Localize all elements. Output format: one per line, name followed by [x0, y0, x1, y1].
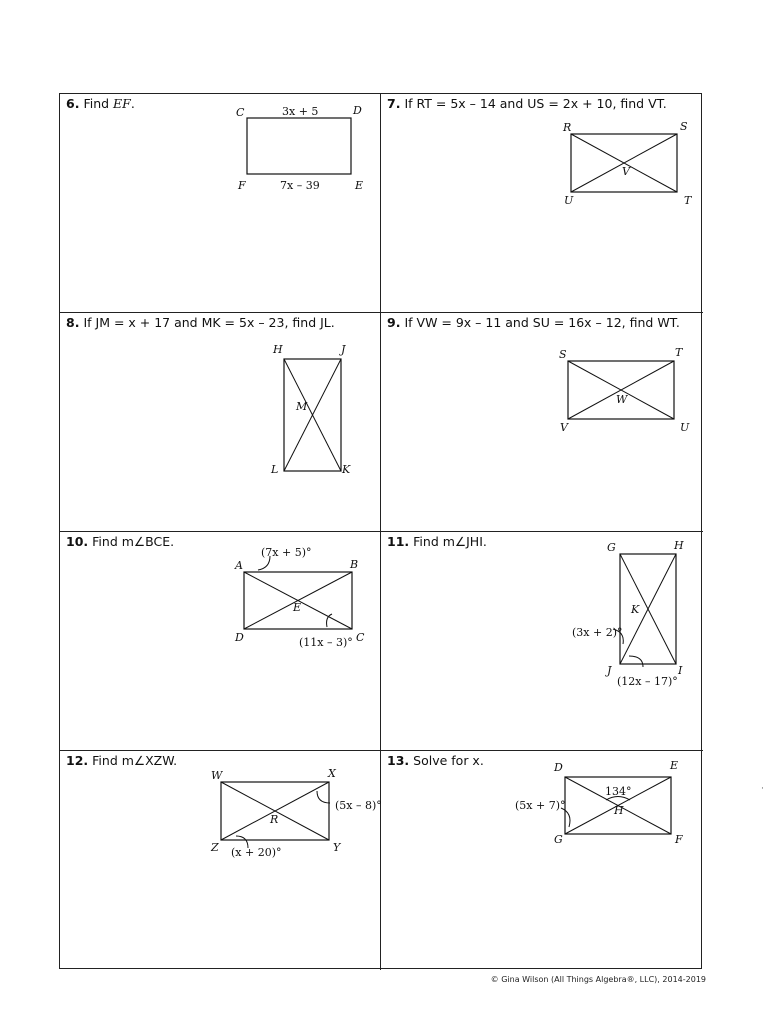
vertex-t-label: T	[684, 194, 692, 207]
center-e-label: E	[293, 601, 302, 614]
vertex-u-label: U	[680, 421, 690, 434]
problem-13-cell	[381, 751, 703, 970]
problem-6-prompt: 6. Find EF.	[66, 96, 135, 111]
problem-6-figure	[60, 94, 381, 313]
angle-z-expression: (x + 20)°	[231, 846, 282, 859]
vertex-j-label: J	[607, 664, 612, 677]
vertex-y-label: Y	[333, 841, 341, 854]
vertex-a-label: A	[235, 559, 243, 572]
vertex-i-label: I	[678, 664, 683, 677]
vertex-s-label: S	[559, 348, 567, 361]
center-w-label: W	[616, 393, 628, 406]
problem-11-prompt: 11. Find m∠JHI.	[387, 534, 487, 549]
problem-12-cell	[60, 751, 381, 970]
vertex-f-label: F	[238, 179, 246, 192]
center-h-label: H	[614, 804, 624, 817]
angle-left-expression: (5x + 7)°	[515, 799, 566, 812]
problem-12-prompt: 12. Find m∠XZW.	[66, 753, 178, 768]
vertex-h-label: H	[273, 343, 283, 356]
problem-9-prompt: 9. If VW = 9x – 11 and SU = 16x – 12, find WT.	[387, 315, 680, 330]
problem-10-figure	[60, 532, 381, 751]
angle-left-expression: (3x + 2)°	[572, 626, 623, 639]
problem-7-prompt: 7. If RT = 5x – 14 and US = 2x + 10, find VT.	[387, 96, 667, 111]
vertex-b-label: B	[350, 558, 359, 571]
vertex-e-label: E	[670, 759, 679, 772]
center-r-label: R	[270, 813, 279, 826]
vertex-x-label: X	[328, 767, 336, 780]
vertex-g-label: G	[607, 541, 616, 554]
vertex-r-label: R	[563, 121, 572, 134]
vertex-z-label: Z	[211, 841, 219, 854]
vertex-d-label: D	[554, 761, 563, 774]
vertex-j-label: J	[341, 343, 346, 356]
problem-6-cell	[60, 94, 381, 313]
vertex-h-label: H	[674, 539, 684, 552]
vertex-w-label: W	[211, 769, 223, 782]
vertex-u-label: U	[564, 194, 574, 207]
vertex-g-label: G	[554, 833, 563, 846]
problem-10-cell	[60, 532, 381, 751]
copyright-footer: © Gina Wilson (All Things Algebra®, LLC), 2014-2019	[490, 975, 706, 984]
vertex-f-label: F	[675, 833, 683, 846]
angle-bottom-expression: (12x – 17)°	[617, 675, 678, 688]
vertex-e-label: E	[355, 179, 364, 192]
vertex-l-label: L	[271, 463, 279, 476]
angle-center-expression: 134°	[605, 785, 632, 798]
vertex-c-label: C	[356, 631, 365, 644]
vertex-d-label: D	[235, 631, 244, 644]
problem-8-prompt: 8. If JM = x + 17 and MK = 5x – 23, find JL.	[66, 315, 335, 330]
problem-11-cell	[381, 532, 703, 751]
problem-8-figure	[60, 313, 381, 532]
problem-8-cell	[60, 313, 381, 532]
vertex-s-label: S	[680, 120, 688, 133]
problem-9-cell	[381, 313, 703, 532]
center-m-label: M	[296, 400, 308, 413]
vertex-k-label: K	[342, 463, 351, 476]
vertex-v-label: V	[560, 421, 568, 434]
angle-arrow-x	[317, 791, 330, 803]
center-k-label: K	[631, 603, 640, 616]
bottom-side-expression: 7x – 39	[280, 179, 320, 192]
problem-13-figure	[381, 751, 703, 970]
stray-mark: ·	[761, 784, 764, 794]
angle-x-expression: (5x – 8)°	[335, 799, 382, 812]
problem-7-figure	[381, 94, 703, 313]
angle-a-expression: (7x + 5)°	[261, 546, 312, 559]
worksheet-grid	[59, 93, 702, 969]
problem-13-prompt: 13. Solve for x.	[387, 753, 484, 768]
vertex-c-label: C	[236, 106, 245, 119]
vertex-d-label: D	[353, 104, 362, 117]
center-v-label: V	[622, 165, 630, 178]
rectangle-cdfe	[247, 118, 351, 174]
problem-12-figure	[60, 751, 381, 970]
problem-10-prompt: 10. Find m∠BCE.	[66, 534, 175, 549]
problem-9-figure	[381, 313, 703, 532]
vertex-t-label: T	[675, 346, 683, 359]
angle-arrow-j-bottom	[629, 656, 643, 667]
angle-c-expression: (11x – 3)°	[299, 636, 353, 649]
problem-11-figure	[381, 532, 703, 751]
problem-7-cell	[381, 94, 703, 313]
top-side-expression: 3x + 5	[282, 105, 319, 118]
